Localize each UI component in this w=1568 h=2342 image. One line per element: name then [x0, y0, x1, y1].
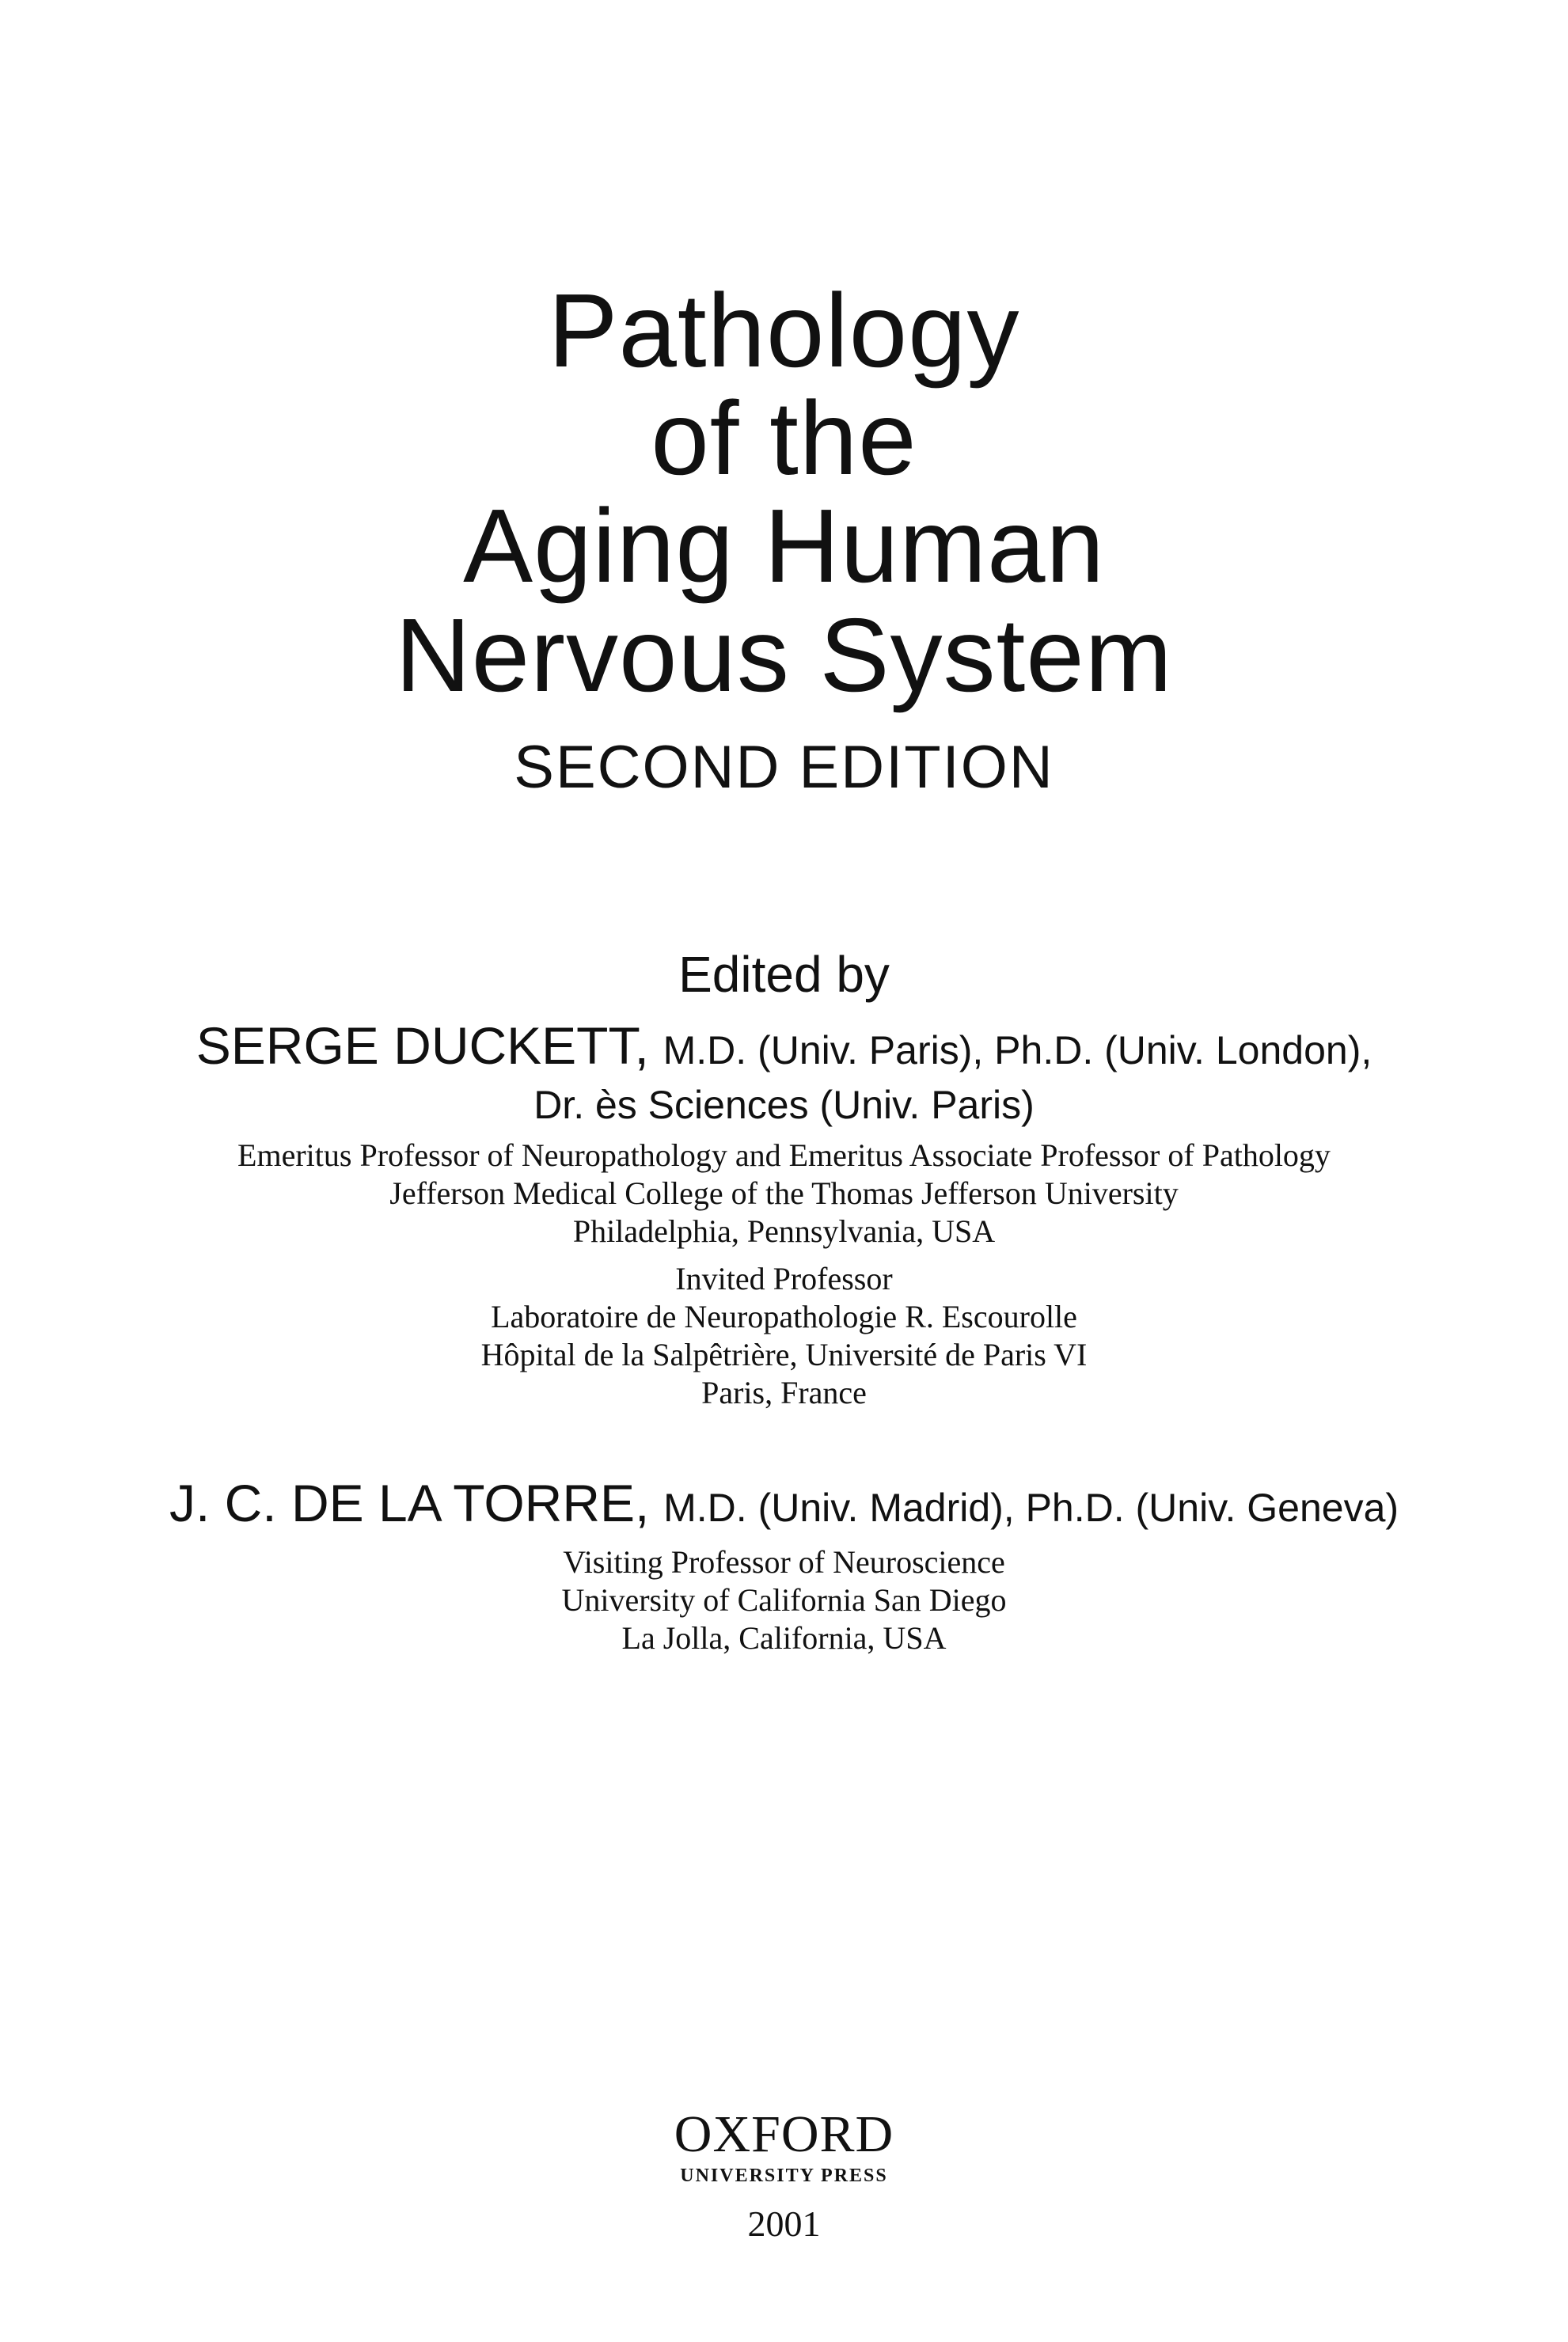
editor2-affiliation-line: La Jolla, California, USA	[621, 1620, 947, 1656]
book-title-line-1: Pathology	[548, 272, 1020, 389]
edited-by-label: Edited by	[678, 946, 890, 1003]
editor2-degrees: M.D. (Univ. Madrid), Ph.D. (Univ. Geneva)	[663, 1486, 1399, 1530]
publisher-logo: OXFORD	[674, 2105, 894, 2163]
edition-label: SECOND EDITION	[514, 734, 1054, 801]
editor1-degrees: M.D. (Univ. Paris), Ph.D. (Univ. London),	[663, 1028, 1372, 1072]
editor2-affiliation-line: Visiting Professor of Neuroscience	[563, 1544, 1005, 1580]
editor1-affiliation2-line: Laboratoire de Neuropathologie R. Escourolle	[491, 1299, 1077, 1334]
editor2-name: J. C. DE LA TORRE,	[169, 1474, 650, 1532]
editor1-name-line	[0, 1018, 1568, 1078]
editor2-affiliation-line: University of California San Diego	[561, 1582, 1007, 1618]
book-title-line-3: Aging Human	[463, 488, 1105, 604]
editor1-affiliation2-line: Invited Professor	[675, 1261, 893, 1296]
editor1-degrees-line-2: Dr. ès Sciences (Univ. Paris)	[533, 1083, 1035, 1127]
editor1-affiliation2-line: Paris, France	[701, 1375, 867, 1410]
editor1-affiliation-line: Jefferson Medical College of the Thomas Jefferson University	[389, 1175, 1179, 1211]
editor1-affiliation-line: Philadelphia, Pennsylvania, USA	[572, 1213, 996, 1249]
publisher-subtitle: UNIVERSITY PRESS	[680, 2165, 888, 2186]
editor1-affiliation2-line: Hôpital de la Salpêtrière, Université de Paris VI	[480, 1337, 1088, 1372]
editor2-name-line	[0, 1475, 1568, 1535]
editor1-name: SERGE DUCKETT,	[196, 1016, 649, 1075]
editor1-affiliation-line: Emeritus Professor of Neuropathology and Emeritus Associate Professor of Pathology	[237, 1137, 1331, 1173]
publication-year: 2001	[747, 2203, 821, 2244]
book-title-line-2: of the	[651, 380, 917, 496]
book-title-line-4: Nervous System	[395, 597, 1173, 713]
